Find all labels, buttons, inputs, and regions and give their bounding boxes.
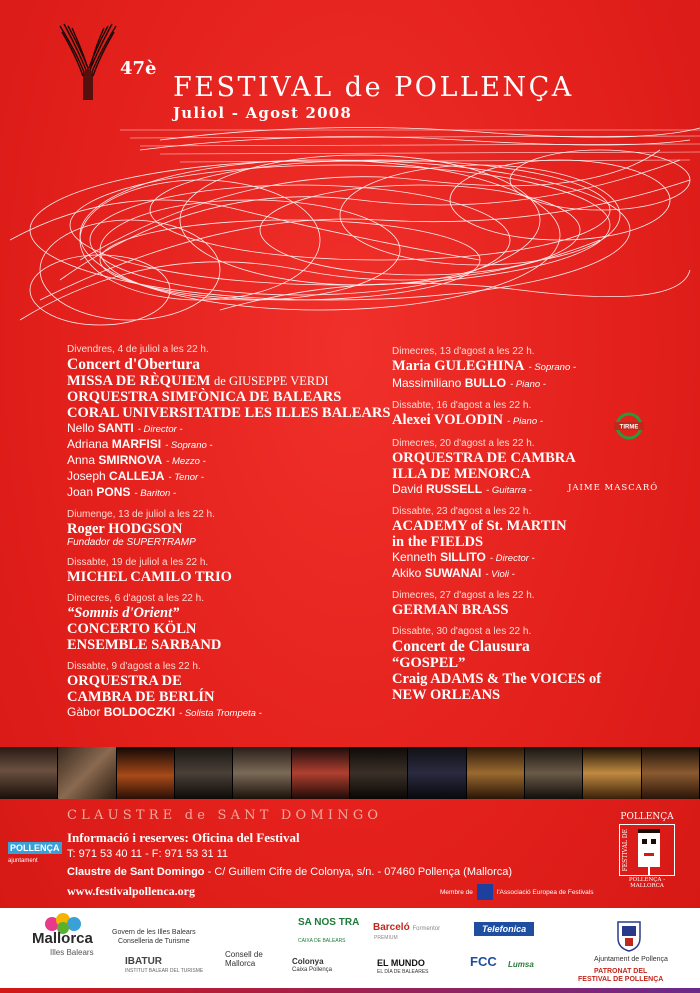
performer: Adriana MARFISI - Soprano -: [67, 437, 213, 451]
sponsor-patronat: PATRONAT DEL FESTIVAL DE POLLENÇA: [578, 968, 664, 983]
sponsor-bottom-bar: [0, 988, 700, 993]
event-date: Dissabte, 19 de juliol a les 22 h.: [67, 557, 209, 568]
pollenca-badge-word: POLLENÇA: [10, 843, 60, 853]
event-date: Dissabte, 16 d'agost a les 22 h.: [392, 400, 532, 411]
event-line: ORQUESTRA DE CAMBRA: [392, 450, 576, 466]
event-volodin: [392, 400, 692, 430]
festival-crest: [614, 812, 680, 890]
festival-title: FESTIVAL de POLLENÇA: [173, 72, 574, 103]
event-line: CONCERTO KÖLN: [67, 621, 197, 637]
event-german-brass: [392, 590, 692, 618]
event-date: Dimecres, 13 d'agost a les 22 h.: [392, 346, 535, 357]
performer: David RUSSELL - Guitarra -: [392, 482, 532, 496]
efa-stars-icon: [477, 884, 493, 900]
performer: Anna SMIRNOVA - Mezzo -: [67, 453, 206, 467]
scribble-artwork: [0, 120, 700, 335]
festival-dates: Juliol - Agost 2008: [173, 104, 353, 122]
photo-singer: [58, 747, 116, 799]
sponsor-mallorca: Mallorca: [32, 930, 93, 947]
crest-vertical: FESTIVAL DE: [622, 829, 629, 872]
event-line: NEW ORLEANS: [392, 687, 501, 703]
event-line: ORQUESTRA SIMFÒNICA DE BALEARS: [67, 389, 342, 405]
sponsor-govern: Govern de les Illes Balears Conselleria de Turisme: [112, 929, 196, 945]
pollenca-shield-icon: [616, 920, 642, 952]
pollenca-badge: [8, 838, 60, 882]
sponsor-ajuntament: Ajuntament de Pollença: [594, 956, 668, 963]
event-somnis: [67, 593, 397, 653]
event-hodgson: [67, 509, 397, 549]
event-line: in the FIELDS: [392, 534, 484, 550]
sponsor-barcelo-sub: PREMIUM: [374, 935, 398, 941]
event-line: “GOSPEL”: [392, 655, 466, 671]
venue-name: CLAUSTRE de SANT DOMINGO: [67, 808, 383, 823]
photo-brass: [583, 747, 641, 799]
sponsor-elmundo: EL MUNDO: [377, 958, 425, 968]
event-heading: “Somnis d'Orient”: [67, 605, 180, 621]
performer: Akiko SUWANAI - Violi -: [392, 566, 515, 580]
crest-bottom: POLLENÇA - MALLORCA: [628, 877, 666, 889]
photo-conductor: [408, 747, 466, 799]
event-date: Dimecres, 20 d'agost a les 22 h.: [392, 438, 535, 449]
event-guleghina: [392, 346, 692, 392]
event-date: Dimecres, 27 d'agost a les 22 h.: [392, 590, 535, 601]
event-heading: MICHEL CAMILO TRIO: [67, 569, 232, 585]
event-heading: Maria GULEGHINA - Soprano -: [392, 358, 577, 374]
event-line: ACADEMY of St. MARTIN: [392, 518, 567, 534]
event-clausura: [392, 626, 692, 703]
sponsor-sanostra: SA NOS TRA: [298, 917, 360, 928]
event-heading: GERMAN BRASS: [392, 602, 509, 618]
program-right-column: [392, 346, 692, 711]
info-address: Claustre de Sant Domingo - C/ Guillem Cifre de Colonya, s/n. - 07460 Pollença (Mallorca): [67, 866, 513, 878]
event-heading: Concert de Clausura: [392, 638, 530, 655]
sponsor-elmundo-sub: EL DÍA DE BALEARES: [377, 969, 429, 975]
photo-trumpet: [117, 747, 175, 799]
tirme-label: TIRME: [619, 424, 639, 431]
info-reserves: Informació i reserves: Oficina del Festival: [67, 830, 300, 845]
crest-top: POLLENÇA: [620, 812, 674, 822]
photo-strip: [0, 747, 700, 799]
edition-number: 47è: [120, 58, 157, 79]
sponsor-fcc: FCC: [470, 954, 497, 969]
performer: Joseph CALLEJA - Tenor -: [67, 469, 204, 483]
photo-ensemble: [525, 747, 583, 799]
sponsor-colonya: Colonya Caixa Pollença: [292, 957, 333, 973]
sponsor-consell: Consell de Mallorca: [225, 950, 263, 968]
sponsor-ibatur-sub: INSTITUT BALEAR DEL TURISME: [125, 968, 204, 974]
photo-gospel: [642, 747, 700, 799]
event-heading: Roger HODGSON: [67, 521, 183, 537]
tirme-logo-icon: [612, 412, 646, 440]
event-line: MISSA DE RÈQUIEM de GIUSEPPE VERDI: [67, 373, 329, 389]
event-line: ILLA DE MENORCA: [392, 466, 531, 482]
event-date: Dissabte, 23 d'agost a les 22 h.: [392, 506, 532, 517]
website-link[interactable]: www.festivalpollenca.org: [67, 884, 195, 898]
event-line: CAMBRA DE BERLÍN: [67, 689, 215, 705]
photo-tenor: [233, 747, 291, 799]
pollenca-badge-sub: ajuntament: [8, 858, 38, 864]
event-academy: [392, 506, 692, 582]
crest-face-icon: [620, 825, 676, 877]
mascaro-logo: JAIME MASCARÓ: [568, 483, 659, 493]
event-date: Dissabte, 30 d'agost a les 22 h.: [392, 626, 532, 637]
crest-box: [619, 824, 675, 876]
sponsor-barcelo: Barceló Formentor: [373, 922, 441, 933]
event-berlin: [67, 661, 397, 721]
event-subtitle: Fundador de SUPERTRAMP: [67, 537, 196, 548]
event-heading: Concert d'Obertura: [67, 356, 201, 373]
event-line: ENSEMBLE SARBAND: [67, 637, 222, 653]
membre-label: Membre de: [440, 888, 473, 896]
sponsor-sanostra-sub: CAIXA DE BALEARS: [298, 938, 346, 944]
photo-soprano: [292, 747, 350, 799]
performer: Kenneth SILLITO - Director -: [392, 550, 535, 564]
event-date: Dissabte, 9 d'agost a les 22 h.: [67, 661, 201, 672]
photo-guitarist: [175, 747, 233, 799]
event-line: ORQUESTRA DE: [67, 673, 182, 689]
event-line: CORAL UNIVERSITATDE LES ILLES BALEARS: [67, 405, 391, 421]
performer: Nello SANTI - Director -: [67, 421, 183, 435]
membre-efa: [440, 884, 594, 900]
info-phone: T: 971 53 40 11 - F: 971 53 31 11: [67, 848, 229, 860]
event-heading: Alexei VOLODIN - Piano -: [392, 412, 543, 428]
performer: Gàbor BOLDOCZKI - Solista Trompeta -: [67, 705, 262, 719]
event-obertura: [67, 344, 397, 501]
sponsor-telefonica: Telefonica: [474, 922, 534, 936]
photo-pianist: [350, 747, 408, 799]
event-camilo: [67, 557, 397, 585]
photo-orchestra: [467, 747, 525, 799]
festival-y-logo-icon: [58, 22, 118, 102]
program-left-column: [67, 344, 397, 729]
event-line: Craig ADAMS & The VOICES of: [392, 671, 602, 687]
sponsor-mallorca-sub: Illes Balears: [50, 948, 94, 957]
event-date: Dimecres, 6 d'agost a les 22 h.: [67, 593, 204, 604]
sponsors-band: [0, 908, 700, 993]
sponsor-lumsa: Lumsa: [508, 960, 534, 969]
membre-org: l'Associació Europea de Festivals: [496, 888, 594, 896]
performer: Massimiliano BULLO - Piano -: [392, 376, 546, 390]
event-date: Divendres, 4 de juliol a les 22 h.: [67, 344, 209, 355]
event-date: Diumenge, 13 de juliol a les 22 h.: [67, 509, 215, 520]
sponsor-ibatur: IBATUR: [125, 956, 163, 967]
performer: Joan PONS - Bariton -: [67, 485, 177, 499]
photo-choir: [0, 747, 58, 799]
